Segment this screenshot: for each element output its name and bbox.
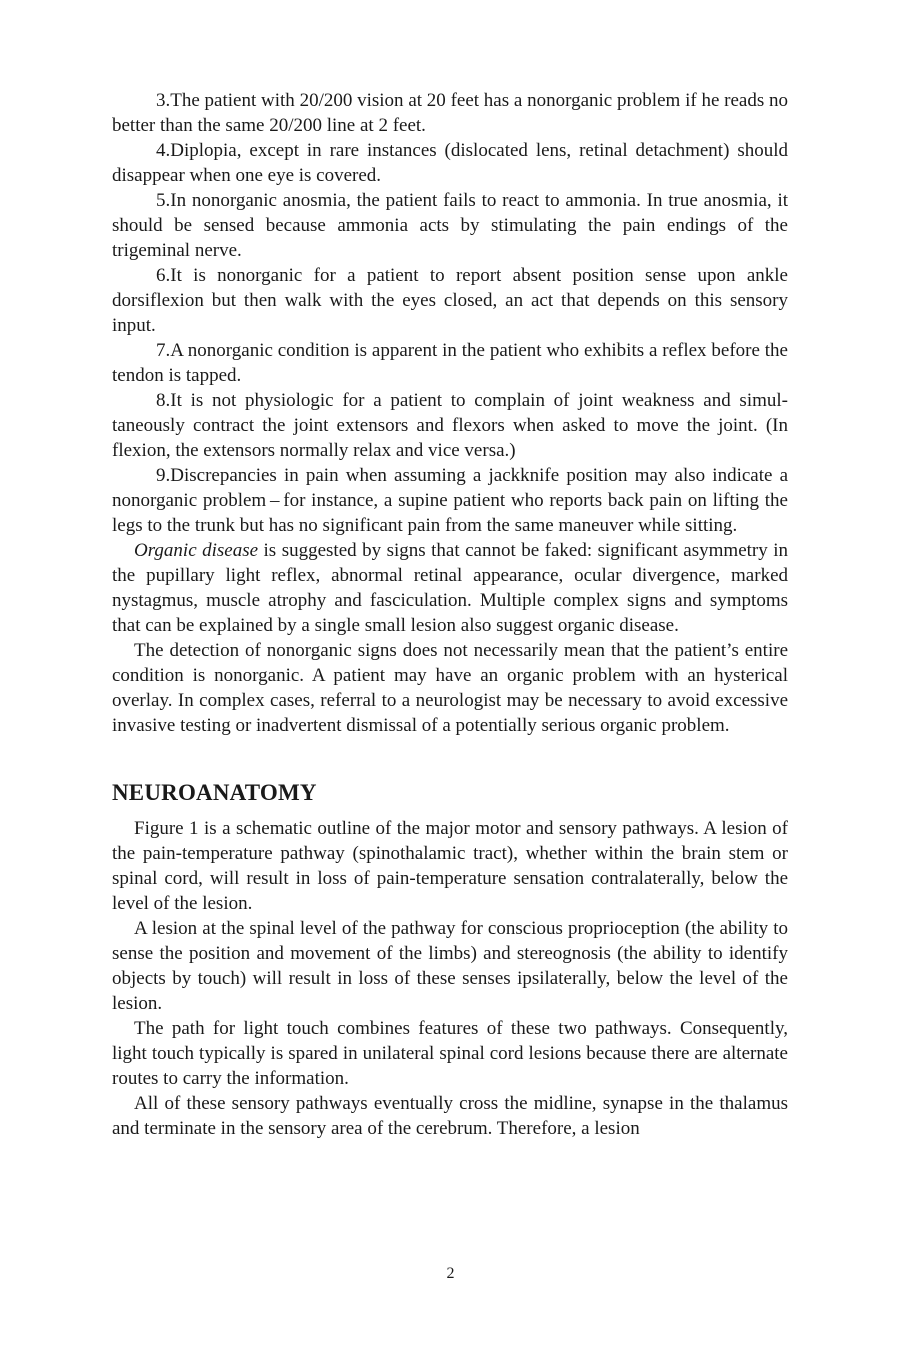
list-item-number: 7. (156, 340, 171, 361)
list-item-number: 8. (156, 390, 171, 411)
list-item-number: 9. (156, 465, 171, 486)
list-item-9 (112, 463, 788, 538)
list-item-3 (112, 88, 788, 138)
list-item-number: 4. (156, 140, 171, 161)
list-item-text: Diplopia, except in rare instances (dislocated lens, retinal detachment) should disappear when one eye is covered. (112, 140, 788, 186)
organic-disease-paragraph (112, 538, 788, 638)
list-item-text: It is not physiologic for a patient to complain of joint weakness and simultaneously contract the joint extensors and flexors when asked to move the joint. (In flexion, the extensors normally relax and vice versa.) (112, 390, 788, 461)
detection-paragraph: The detection of nonorganic signs does not necessarily mean that the patient’s entire condition is nonorganic. A patient may have an organic problem with an hysterical overlay. In complex cases, referral to a neurologist may be necessary to avoid excessive invasive testing or inadvertent dismissal of a potentially serious organic problem. (112, 640, 788, 736)
section-paragraph: All of these sensory pathways eventually cross the midline, synapse in the thalamus and terminate in the sensory area of the cerebrum. Therefore, a lesion (112, 1093, 788, 1139)
organic-disease-text: is suggested by signs that cannot be faked: significant asymmetry in the pupillary light reflex, abnormal retinal appearance, ocular divergence, marked nystagmus, muscle atrophy and fasciculation. Multiple complex signs and symptoms that can be explained by a single small lesion also suggest organic disease. (112, 540, 788, 636)
section-paragraph: The path for light touch combines features of these two pathways. Consequently, light touch typically is spared in unilateral spinal cord lesions because there are alternate routes to carry the information. (112, 1018, 788, 1089)
list-item-text: The patient with 20/200 vision at 20 feet has a nonorganic problem if he reads no better than the same 20/200 line at 2 feet. (112, 90, 788, 136)
list-item-5 (112, 188, 788, 263)
section-heading: NEUROANATOMY (112, 780, 317, 805)
page-number: 2 (446, 1265, 455, 1282)
list-item-number: 5. (156, 190, 171, 211)
list-item-7 (112, 338, 788, 388)
organic-disease-term: Organic disease (134, 540, 259, 561)
section-paragraph: A lesion at the spinal level of the pathway for conscious proprioception (the ability to sense the position and movement of the limbs) and stereognosis (the ability to identify objects by touch) will result in loss of these senses ipsilaterally, below the level of the lesion. (112, 918, 788, 1014)
list-item-8 (112, 388, 788, 463)
list-item-text: It is nonorganic for a patient to report absent position sense upon ankle dorsiflexion but then walk with the eyes closed, an act that depends on this sensory input. (112, 265, 788, 336)
list-item-6 (112, 263, 788, 338)
list-item-number: 6. (156, 265, 171, 286)
page-body (112, 88, 788, 1141)
list-item-number: 3. (156, 90, 171, 111)
list-item-text: In nonorganic anosmia, the patient fails to react to ammonia. In true anosmia, it should be sensed because ammonia acts by stimulating the pain endings of the trigeminal nerve. (112, 190, 788, 261)
list-item-text: Discrepancies in pain when assuming a jackknife position may also indicate a nonorganic problem – for instance, a supine patient who reports back pain on lifting the legs to the trunk but has no significant pain from the same maneuver while sitting. (112, 465, 788, 536)
section-paragraph: Figure 1 is a schematic outline of the major motor and sensory pathways. A lesion of the pain-temperature pathway (spinothalamic tract), whether within the brain stem or spinal cord, will result in loss of pain-temperature sensation contralaterally, below the level of the lesion. (112, 818, 788, 914)
list-item-4 (112, 138, 788, 188)
list-item-text: A nonorganic condition is apparent in the patient who exhibits a reflex before the tendon is tapped. (112, 340, 788, 386)
